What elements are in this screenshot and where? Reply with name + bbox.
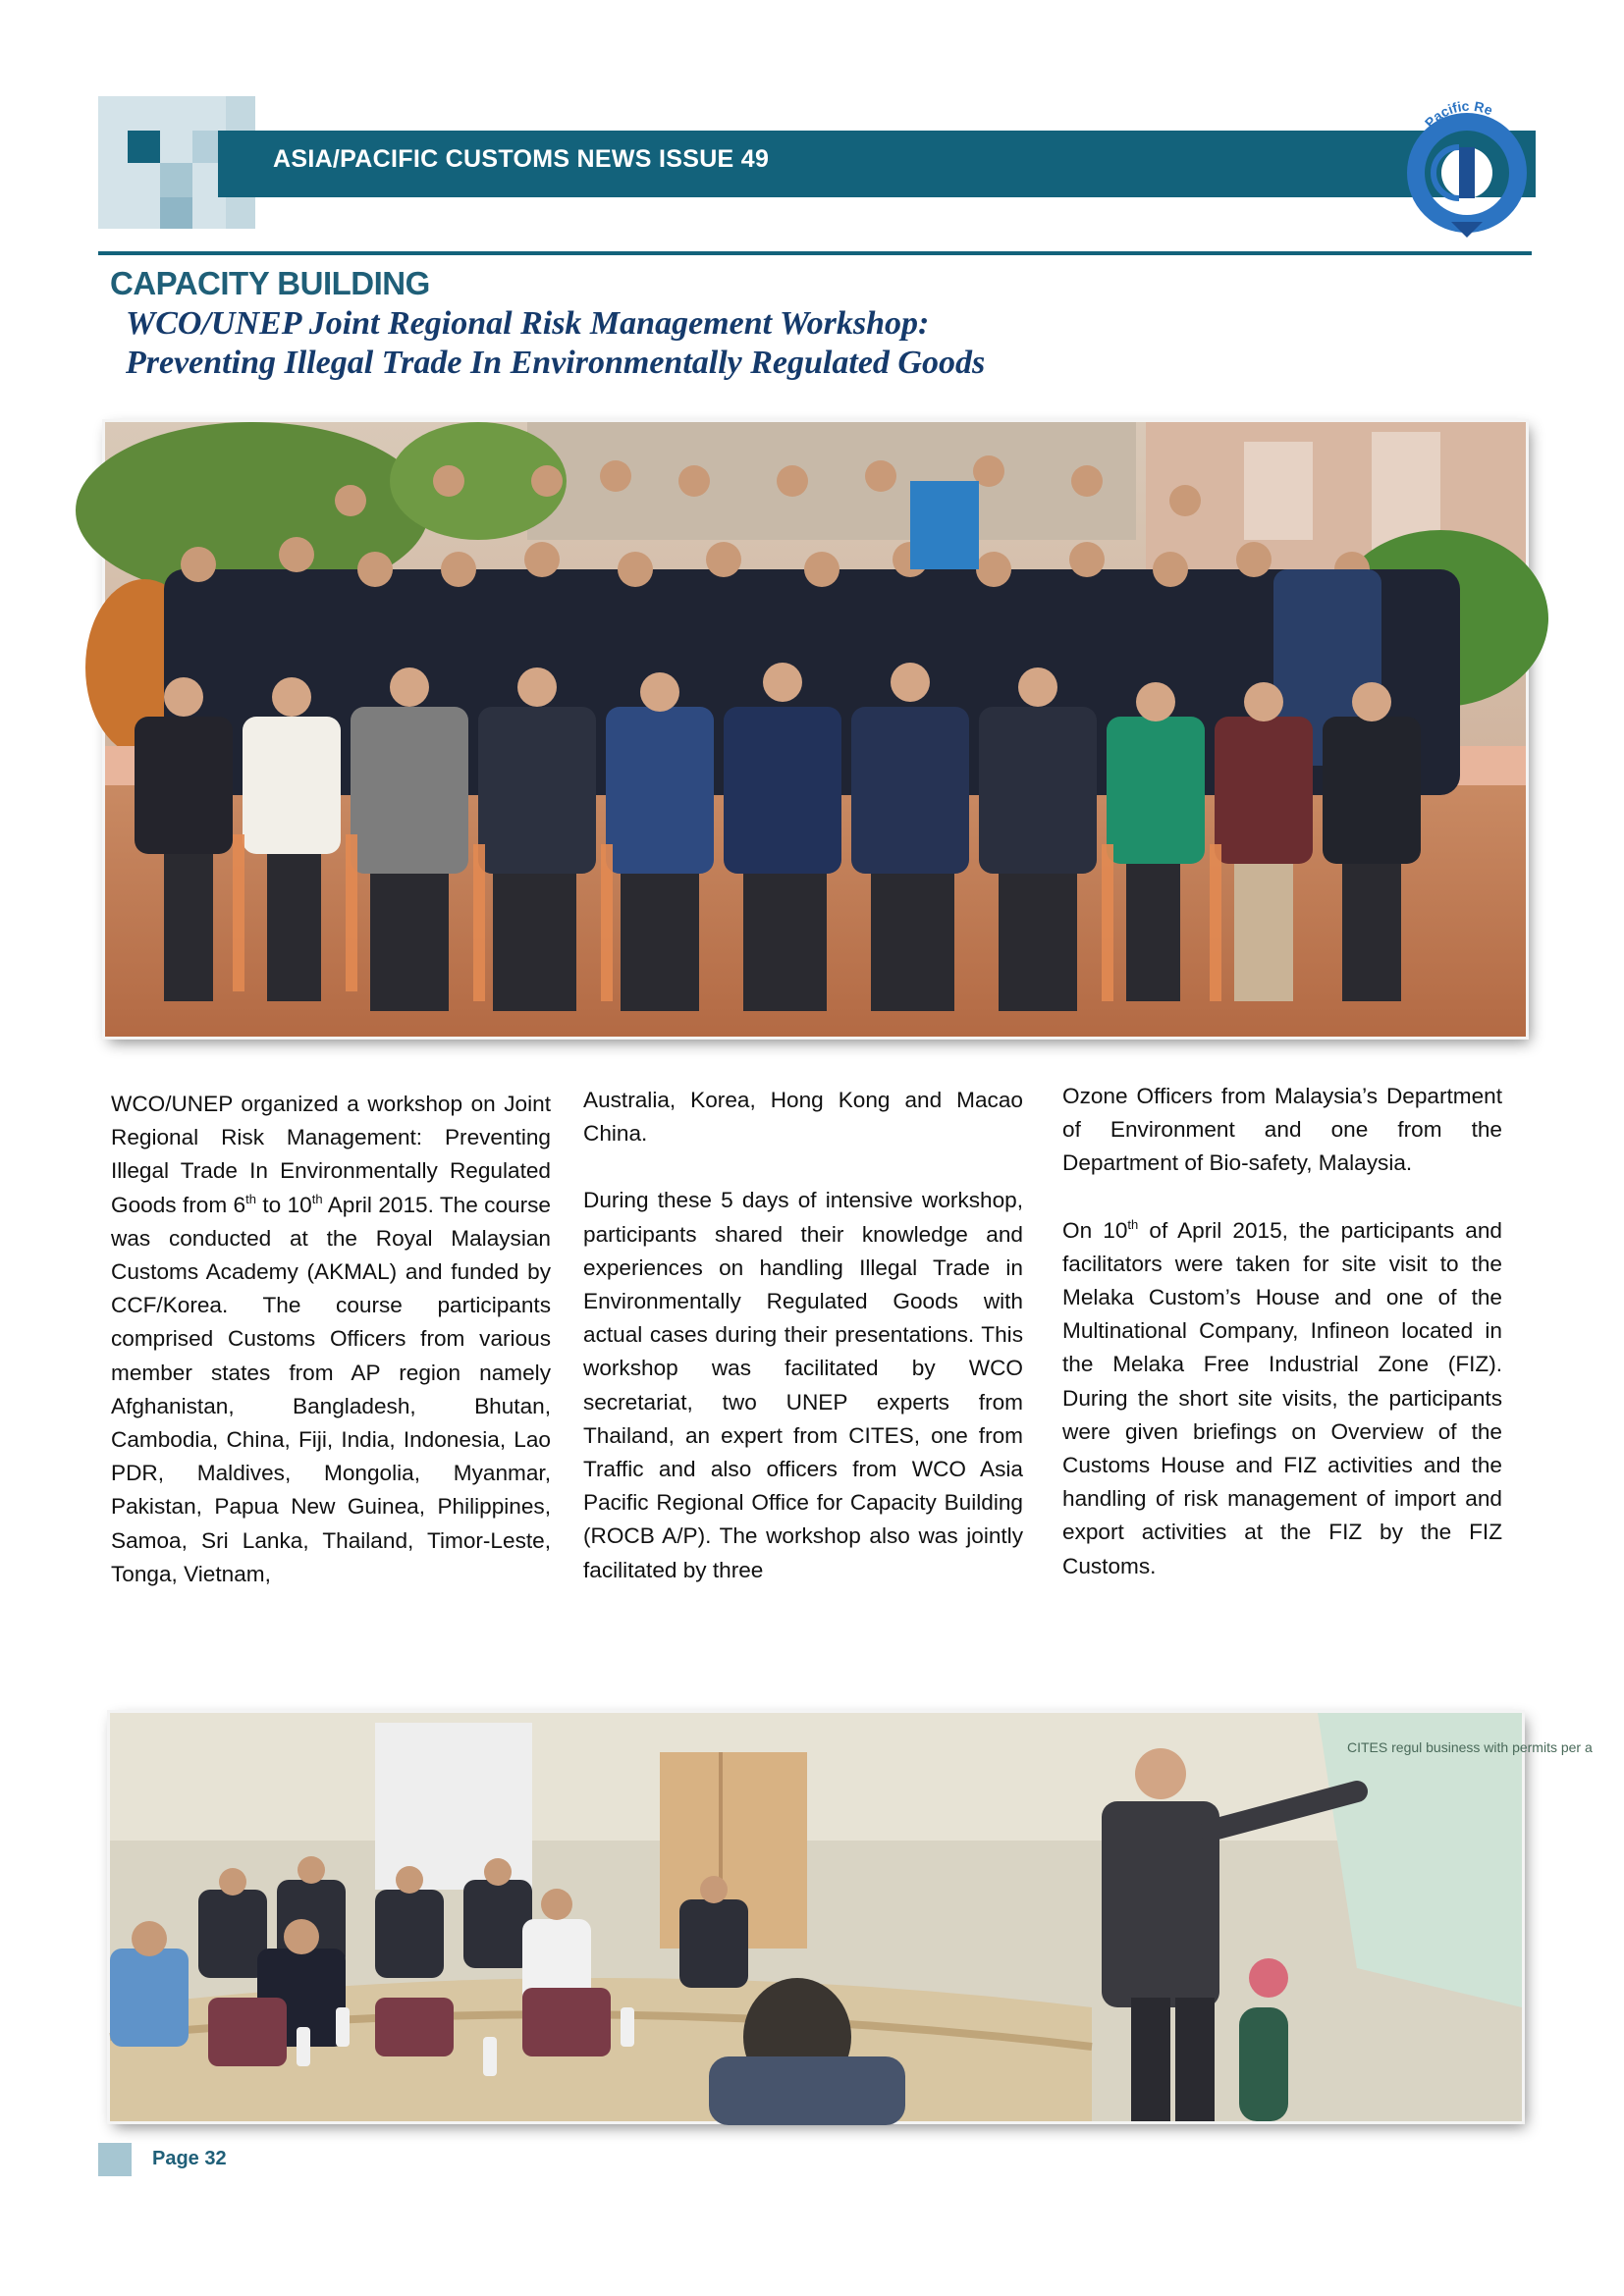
header-divider [98,251,1532,255]
body-column-2 [583,1084,1023,1587]
paragraph [1062,1214,1502,1583]
workshop-photo [110,1713,1593,2121]
text-run: April 2015. The course was conducted at the Royal Malaysian Customs Academy (AKMAL) and funded by CCF/Korea. The course participants comprised Customs Officers from various member states from AP region namely Afghanistan, Bangladesh, Bhutan, Cambodia, China, Fiji, India, Indonesia, Lao PDR, Maldives, Mongolia, Myanmar, Pakistan, Papua New Guinea, Philippines, Samoa, Sri Lanka, Thailand, Timor-Leste, Tonga, Vietnam, [111,1192,551,1586]
svg-text:Pacific Re: Pacific Re [1421,97,1495,132]
paragraph [111,1088,551,1591]
paragraph: During these 5 days of intensive workshop, participants shared their knowledge and experiences on handling Illegal Trade in Environmentally Regulated Goods with actual cases during their presentations. This workshop was facilitated by WCO secretariat, two UNEP experts from Thailand, an expert from CITES, one from Traffic and also officers from WCO Asia Pacific Regional Office for Capacity Building (ROCB A/P). The workshop also was jointly facilitated by three [583,1188,1023,1582]
text-run: WCO/UNEP organized a workshop on Joint Regional Risk Management: Preventing Illegal Trade In Environmentally Regulated Goods from 6 [111,1092,551,1217]
ordinal-suffix: th [245,1191,256,1206]
paragraph: Ozone Officers from Malaysia’s Department of Environment and one from the Department of Bio-safety, Malaysia. [1062,1084,1502,1176]
screen-text: CITES regul business with permits per a [1347,1739,1593,1755]
publication-title: ASIA/PACIFIC CUSTOMS NEWS ISSUE 49 [273,145,770,173]
text-run: On 10 [1062,1217,1128,1243]
ordinal-suffix: th [1127,1216,1139,1232]
asia-pacific-region-logo [1390,96,1538,243]
article-title-line-1: WCO/UNEP Joint Regional Risk Management Workshop: [126,305,930,342]
ordinal-suffix: th [311,1191,323,1206]
article-title-line-2: Preventing Illegal Trade In Environmentally Regulated Goods [126,345,986,381]
footer-square [98,2143,132,2176]
section-heading: CAPACITY BUILDING [110,265,430,301]
body-column-3 [1062,1080,1502,1583]
text-run: to 10 [255,1192,312,1217]
body-column-1 [111,1088,551,1591]
text-run: of April 2015, the participants and facilitators were taken for site visit to the Melaka Custom’s House and one of the Multinational Company, Infineon located in the Melaka Free Industrial Zone (FIZ). During the short site visits, the participants were given briefings on Overview of the Customs House and FIZ activities and the handling of risk management of import and export activities at the FIZ by the FIZ Customs. [1062,1217,1502,1578]
page-number: Page 32 [152,2148,227,2169]
paragraph: Australia, Korea, Hong Kong and Macao China. [583,1088,1023,1147]
article-title [126,304,985,383]
group-photo [105,422,1526,1037]
